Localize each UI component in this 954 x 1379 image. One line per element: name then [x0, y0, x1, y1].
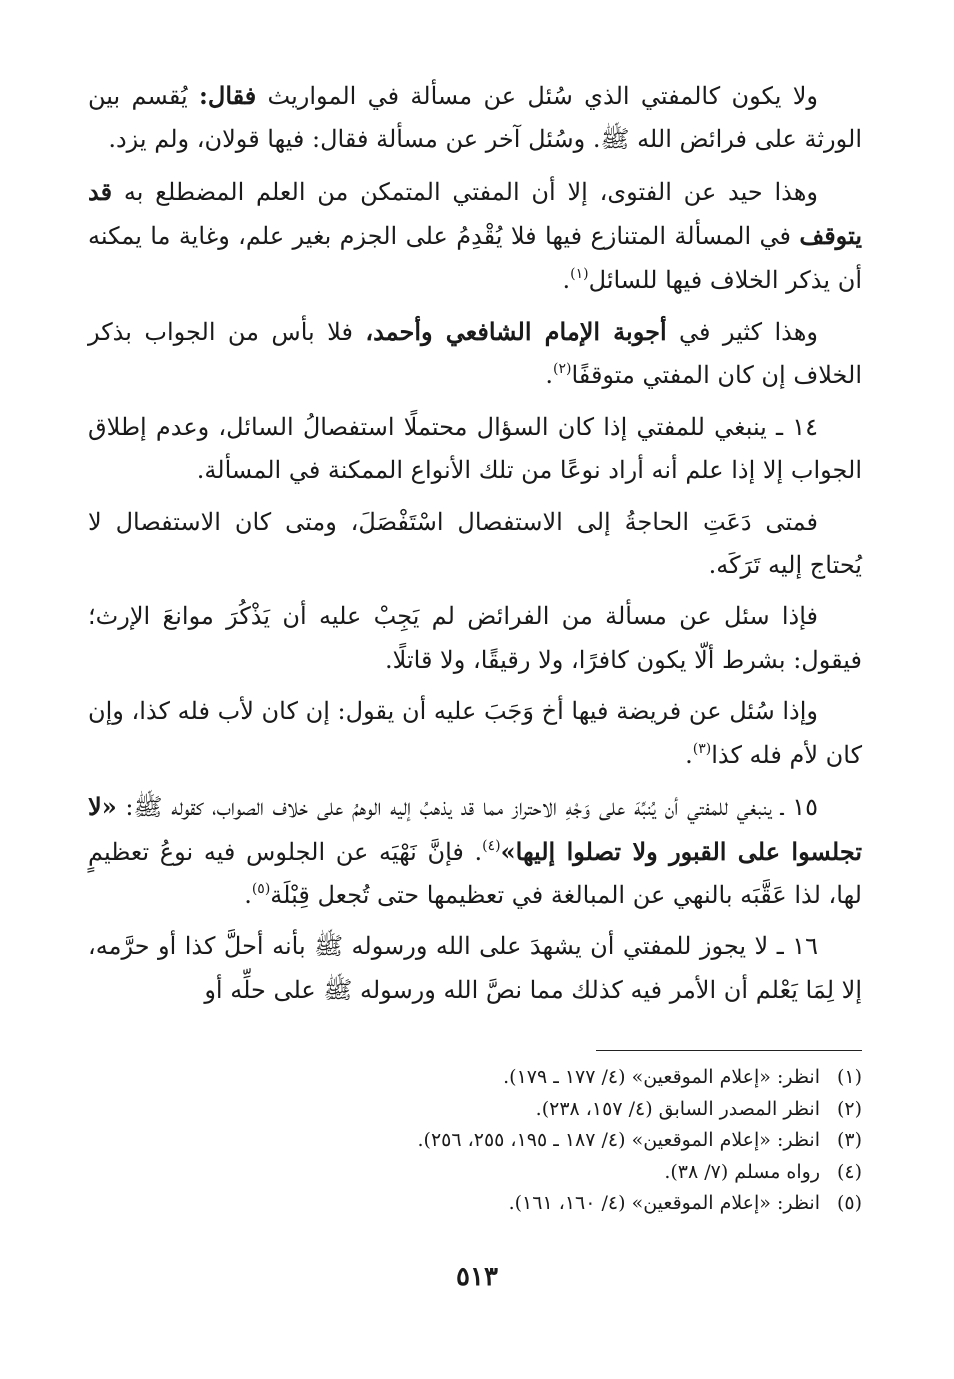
paragraph	[88, 785, 862, 917]
footnote	[88, 1157, 862, 1189]
paragraph	[88, 690, 862, 777]
footnote-number: (٢)	[836, 1097, 862, 1120]
footnote-ref[interactable]: (٣)	[692, 740, 712, 757]
paragraph	[88, 310, 862, 398]
footnote	[88, 1062, 862, 1094]
text-run: وهذا حيد عن الفتوى، إلا أن المفتي المتمكن من العلم المضطلع به	[112, 177, 818, 206]
footnote-number: (٣)	[836, 1129, 862, 1151]
text-run: فلا بأس من الجواب بذكر الخلاف إن كان المفتي متوقفًا	[88, 318, 862, 390]
footnote-number: (٤)	[836, 1160, 862, 1183]
footnote-text: انظر المصدر السابق (٤/ ١٥٧، ٢٣٨).	[535, 1097, 820, 1120]
text-run: .	[244, 880, 252, 909]
bold-text: أجوبة الإمام الشافعي وأحمد،	[365, 317, 667, 347]
footnote-ref[interactable]: (٥)	[251, 880, 271, 897]
paragraph	[88, 74, 862, 162]
footnote-ref[interactable]: (١)	[570, 265, 589, 282]
footnote-text: رواه مسلم (٧/ ٣٨).	[664, 1160, 820, 1183]
text-run: ولا يكون كالمفتي الذي سُئل عن مسألة في المواريث	[256, 82, 819, 110]
hadith-quote: «لا تجلسوا على القبور ولا تصلوا إليها»	[88, 792, 863, 866]
text-run: وإذا سُئل عن فريضة فيها أخ وَجَبَ عليه أن يقول: إن كان لأب فله كذا، وإن كان لأم فله كذا	[88, 697, 862, 769]
paragraph: فمتى دَعَتِ الحاجةُ إلى الاستفصال اسْتَفْصَلَ، ومتى كان الاستفصال لا يُحتاج إليه تَرَكَه.	[88, 507, 862, 580]
paragraph: ١٤ ـ ينبغي للمفتي إذا كان السؤال محتملًا استفصالُ السائل، وعدم إطلاق الجواب إلا إذا علم أنه أراد نوعًا من تلك الأنواع الممكنة في المسألة.	[88, 412, 862, 485]
text-run: .	[545, 361, 554, 390]
footnote-text: انظر: «إعلام الموقعين» (٤/ ١٧٧ ـ ١٧٩).	[503, 1066, 820, 1088]
footnote-separator	[596, 1050, 862, 1051]
footnote-text: انظر: «إعلام الموقعين» (٤/ ١٨٧ ـ ١٩٥، ٢٥٥، ٢٥٦).	[417, 1129, 820, 1151]
text-run: . فإنَّ نَهْيَه عن الجلوس فيه نوعُ تعظيمٍ لها، لذا عَقَّبَه بالنهي عن المبالغة في تعظيمها حتى تُجعل قِبْلَة	[88, 837, 862, 909]
paragraph: فإذا سئل عن مسألة من الفرائض لم يَجِبْ عليه أن يَذْكُرَ موانعَ الإرث؛ فيقول: بشرط ألّا يكون كافرًا، ولا رقيقًا، ولا قاتلًا.	[88, 602, 862, 674]
footnote-ref[interactable]: (٢)	[553, 361, 572, 378]
paragraph: ١٦ ـ لا يجوز للمفتي أن يشهدَ على الله ورسوله ﷺ بأنه أحلَّ كذا أو حرَّمه، إلا لِمَا يَعْلم أن الأمر فيه كذلك مما نصَّ الله ورسوله ﷺ على حلِّه أو	[88, 932, 862, 1004]
footnotes	[88, 1062, 862, 1220]
bold-text: فقال:	[199, 81, 257, 110]
footnote	[88, 1188, 862, 1220]
footnote-text: انظر: «إعلام الموقعين» (٤/ ١٦٠، ١٦١).	[508, 1192, 820, 1214]
text-run: ١٥ ـ ينبغي للمفتي أن يُنبِّهَ على وَجْهِ الاحتراز مما قد يذهبُ إليه الوهمُ على خلاف الصواب، كقوله ﷺ:	[116, 793, 818, 822]
footnote-ref[interactable]: (٤)	[482, 837, 501, 854]
text-run: في المسألة المتنازع فيها فلا يُقْدِمُ على الجزم بغير علم، وغاية ما يمكنه أن يذكر الخلاف فيها للسائل	[88, 222, 862, 294]
page-number: ٥١٣	[456, 1262, 498, 1292]
text-run: وهذا كثير في	[666, 318, 819, 347]
footnote	[88, 1125, 862, 1157]
footnote-number: (٥)	[836, 1192, 862, 1214]
body-text	[88, 74, 862, 1020]
text-run: .	[562, 265, 571, 294]
footnote	[88, 1094, 862, 1126]
paragraph	[88, 170, 862, 302]
text-run: .	[685, 740, 693, 769]
footnote-number: (١)	[836, 1066, 862, 1088]
bold-text: قد يتوقف	[88, 176, 862, 251]
text-run: يُقسم بين الورثة على فرائض الله ﷺ. وسُئل آخر عن مسألة فقال: فيها قولان، ولم يزد.	[88, 82, 862, 154]
